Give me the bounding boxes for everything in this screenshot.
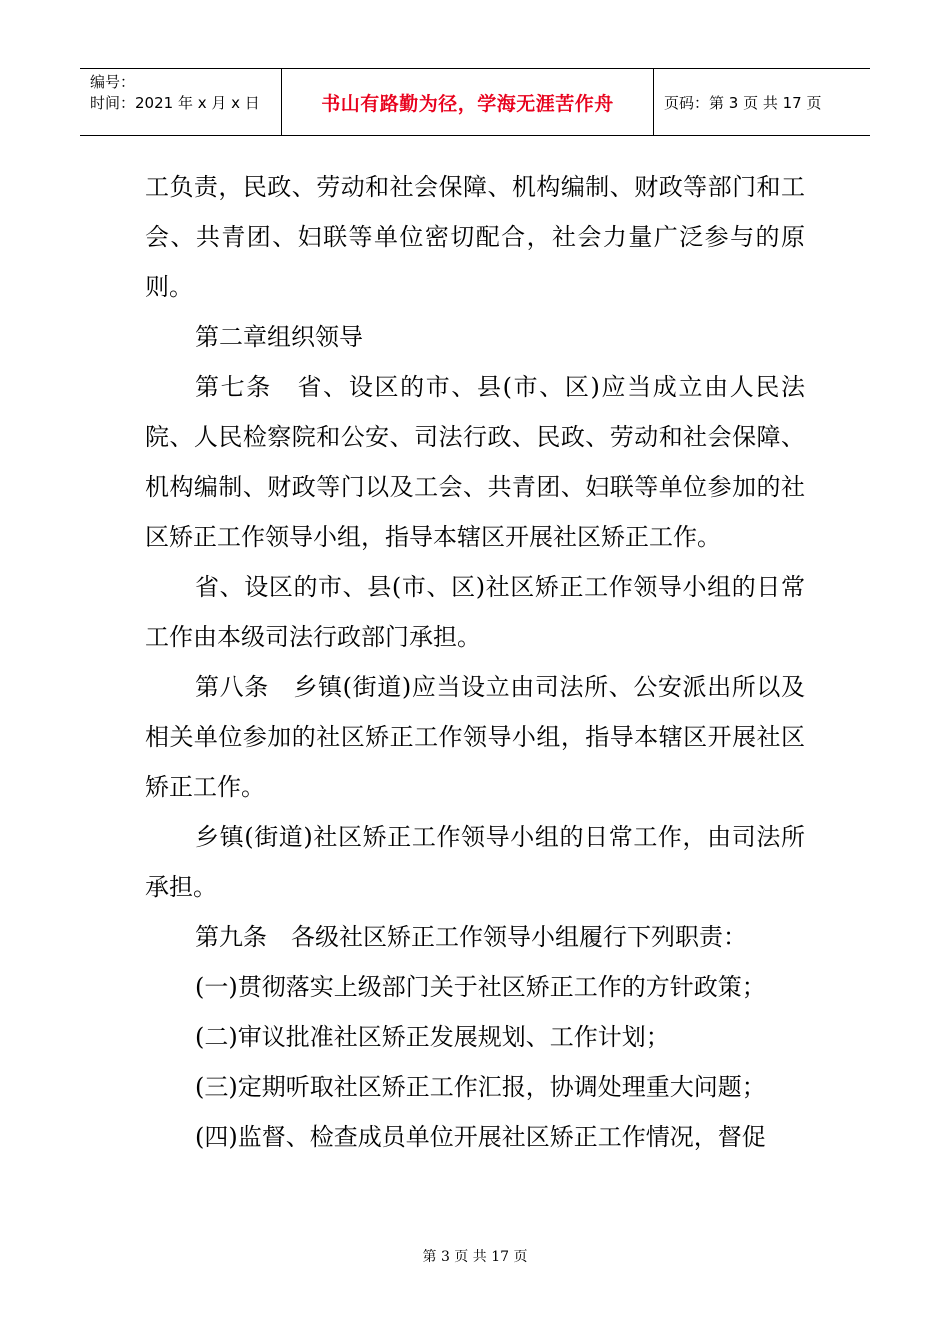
document-time: 时间：2021 年 x 月 x 日 [90,94,260,112]
page-footer: 第 3 页 共 17 页 [422,1249,528,1265]
paragraph: 省、设区的市、县(市、区)社区矫正工作领导小组的日常工作由本级司法行政部门承担。 [145,573,805,651]
header-motto: 书山有路勤为径，学海无涯苦作舟 [282,69,654,135]
list-item: (三)定期听取社区矫正工作汇报，协调处理重大问题； [195,1073,766,1101]
document-body [145,162,805,1162]
list-item: (一)贯彻落实上级部门关于社区矫正工作的方针政策； [195,973,766,1001]
document-header [80,68,870,136]
list-item: (二)审议批准社区矫正发展规划、工作计划； [195,1023,670,1051]
paragraph: 乡镇(街道)社区矫正工作领导小组的日常工作，由司法所承担。 [145,823,805,901]
paragraph: 工负责，民政、劳动和社会保障、机构编制、财政等部门和工会、共青团、妇联等单位密切配合，社会力量广泛参与的原则。 [145,173,805,301]
header-meta [80,69,282,135]
header-page-info: 页码：第 3 页 共 17 页 [664,93,822,112]
chapter-heading: 第二章组织领导 [195,323,363,351]
paragraph: 第九条 各级社区矫正工作领导小组履行下列职责： [195,923,747,951]
list-item: (四)监督、检查成员单位开展社区矫正工作情况，督促 [195,1123,766,1151]
paragraph: 第七条 省、设区的市、县(市、区)应当成立由人民法院、人民检察院和公安、司法行政、民政、劳动和社会保障、机构编制、财政等门以及工会、共青团、妇联等单位参加的社区矫正工作领导小组，指导本辖区开展社区矫正工作。 [145,373,805,551]
paragraph: 第八条 乡镇(街道)应当设立由司法所、公安派出所以及相关单位参加的社区矫正工作领导小组，指导本辖区开展社区矫正工作。 [145,673,805,801]
document-number-label: 编号： [90,73,136,91]
